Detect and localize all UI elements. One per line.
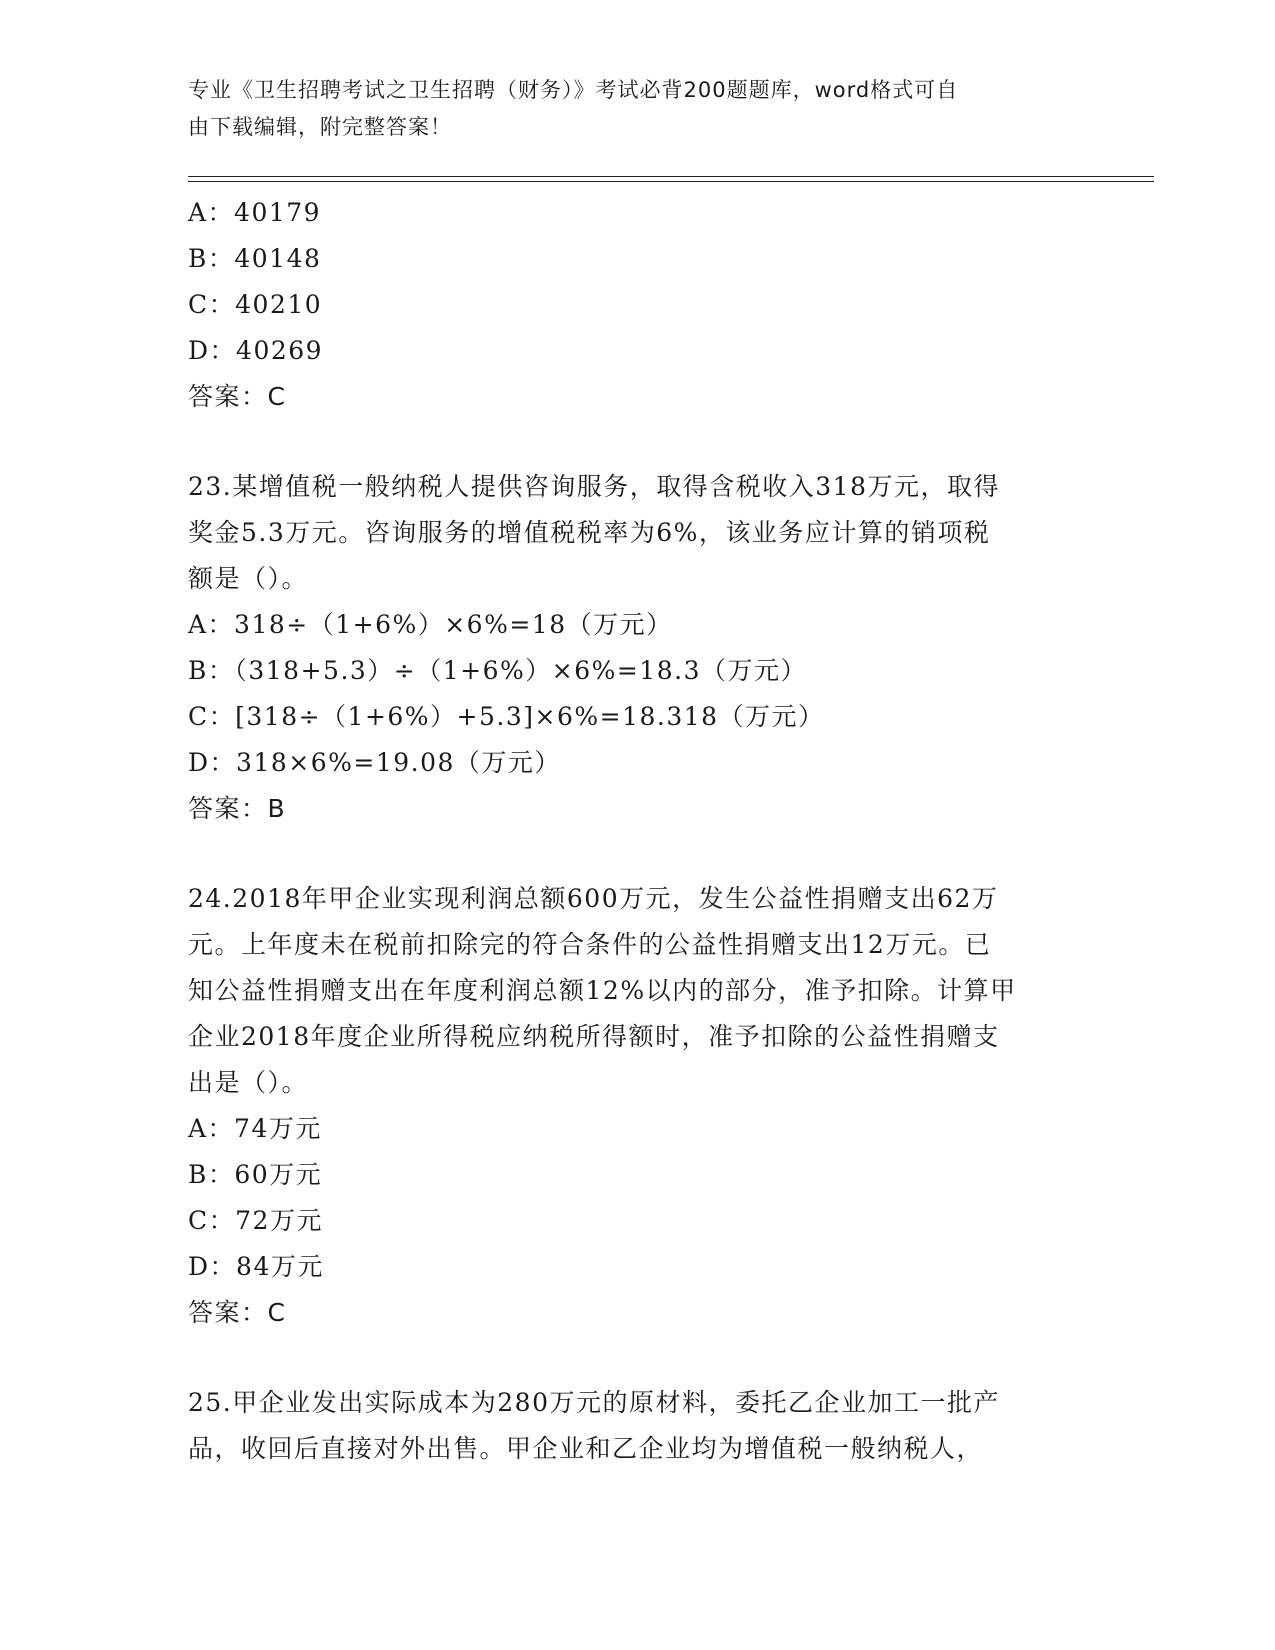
- header-divider-top: [188, 176, 1154, 177]
- question-text-line: 知公益性捐赠支出在年度利润总额12%以内的部分，准予扣除。计算甲: [188, 976, 1017, 1005]
- option-b: B：（318+5.3）÷（1+6%）×6%=18.3（万元）: [188, 656, 807, 685]
- question-text-line: 25.甲企业发出实际成本为280万元的原材料，委托乙企业加工一批产: [188, 1388, 1000, 1417]
- question-22: [188, 190, 1088, 420]
- document-body: [188, 190, 1088, 1472]
- option-c: C：40210: [188, 290, 323, 319]
- question-text-line: 23.某增值税一般纳税人提供咨询服务，取得含税收入318万元，取得: [188, 472, 1000, 501]
- option-a: A：318÷（1+6%）×6%=18（万元）: [188, 610, 673, 639]
- header-divider-bottom: [188, 181, 1154, 182]
- question-24: [188, 876, 1088, 1336]
- question-text-line: 品，收回后直接对外出售。甲企业和乙企业均为增值税一般纳税人，: [188, 1434, 984, 1463]
- answer: 答案：C: [188, 1298, 287, 1327]
- header-line-2: 由下载编辑，附完整答案！: [188, 115, 452, 139]
- question-25: [188, 1380, 1088, 1472]
- option-c: C：[318÷（1+6%）+5.3]×6%=18.318（万元）: [188, 702, 825, 731]
- question-text-line: 元。上年度未在税前扣除完的符合条件的公益性捐赠支出12万元。已: [188, 930, 992, 959]
- header-line-1: 专业《卫生招聘考试之卫生招聘（财务）》考试必背200题题库，word格式可自: [188, 78, 959, 102]
- answer: 答案：B: [188, 794, 287, 823]
- answer: 答案：C: [188, 382, 287, 411]
- question-text-line: 企业2018年度企业所得税应纳税所得额时，准予扣除的公益性捐赠支: [188, 1022, 1000, 1051]
- option-d: D：318×6%=19.08（万元）: [188, 748, 561, 777]
- question-text-line: 出是（）。: [188, 1068, 309, 1097]
- option-c: C：72万元: [188, 1206, 323, 1235]
- option-a: A：74万元: [188, 1114, 322, 1143]
- question-23: [188, 464, 1088, 832]
- question-text-line: 奖金5.3万元。咨询服务的增值税税率为6%，该业务应计算的销项税: [188, 518, 991, 547]
- option-b: B：40148: [188, 244, 322, 273]
- option-d: D：40269: [188, 336, 324, 365]
- question-text-line: 24.2018年甲企业实现利润总额600万元，发生公益性捐赠支出62万: [188, 884, 999, 913]
- page-header: [188, 72, 1088, 146]
- option-b: B：60万元: [188, 1160, 323, 1189]
- question-text-line: 额是（）。: [188, 564, 309, 593]
- option-d: D：84万元: [188, 1252, 324, 1281]
- option-a: A：40179: [188, 198, 322, 227]
